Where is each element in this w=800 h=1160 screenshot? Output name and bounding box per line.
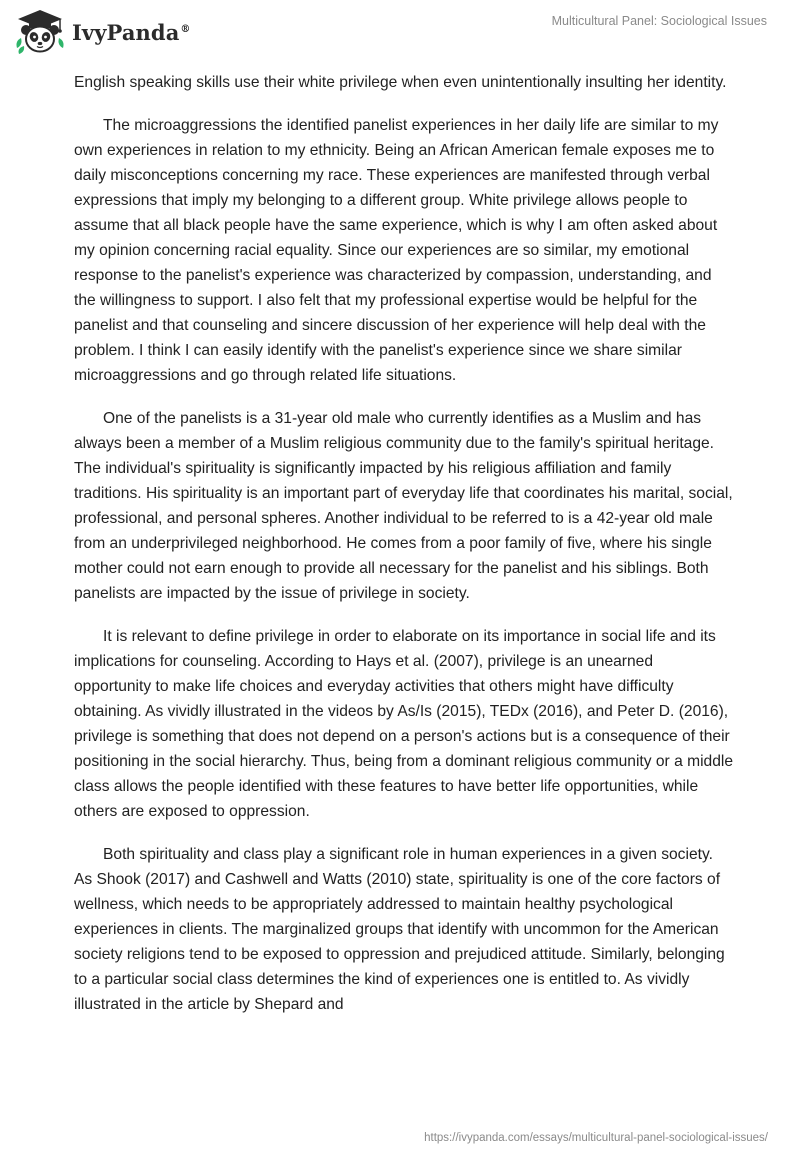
paragraph: One of the panelists is a 31-year old male who currently identifies as a Muslim and has always been a member of a Muslim religious community due to the family's spiritual heritage. The individual's spirituality is significantly impacted by his religious affiliation and family traditions. His spirituality is an important part of everyday life that coordinates his marital, social, professional, and personal spheres. Another individual to be referred to is a 42-year old male from an underprivileged neighborhood. He comes from a poor family of five, where his single mother could not earn enough to provide all necessary for the panelist and his siblings. Both panelists are impacted by the issue of privilege in society. [74, 410, 733, 602]
ivypanda-logo[interactable] [14, 8, 191, 56]
registered-mark: ® [180, 23, 191, 35]
page-header [0, 0, 800, 64]
paragraph: The microaggressions the identified panelist experiences in her daily life are similar to my own experiences in relation to my ethnicity. Being an African American female exposes me to daily misconceptions concerning my race. These experiences are manifested through verbal expressions that imply my belonging to a different group. White privilege allows people to assume that all black people have the same experience, which is why I am often asked about my opinion concerning racial equality. Since our experiences are so similar, my emotional response to the panelist's experience was characterized by compassion, understanding, and the willingness to support. I also felt that my professional expertise would be helpful for the panelist and that counseling and sincere discussion of her experience will help deal with the problem. I think I can easily identify with the panelist's experience since we share similar microaggressions and go through related life situations. [74, 117, 719, 384]
brand-name-text: IvyPanda [72, 19, 180, 45]
paragraph-continued: English speaking skills use their white privilege when even unintentionally insulting her identity. [74, 74, 727, 91]
document-title: Multicultural Panel: Sociological Issues [551, 14, 767, 28]
paragraph: It is relevant to define privilege in order to elaborate on its importance in social life and its implications for counseling. According to Hays et al. (2007), privilege is an unearned opportunity to make life choices and everyday activities that others might have difficulty obtaining. As vividly illustrated in the videos by As/Is (2015), TEDx (2016), and Peter D. (2016), privilege is something that does not depend on a person's actions but is a consequence of their positioning in the social hierarchy. Thus, being from a dominant religious community or a middle class allows the people identified with these features to have better life opportunities, while others are exposed to oppression. [74, 628, 734, 820]
brand-name [72, 20, 191, 45]
panda-graduate-icon [14, 8, 66, 56]
essay-body [74, 70, 734, 1035]
paragraph: Both spirituality and class play a significant role in human experiences in a given society. As Shook (2017) and Cashwell and Watts (2010) state, spirituality is one of the core factors of wellness, which needs to be appropriately addressed to maintain healthy psychological experiences in clients. The marginalized groups that identify with uncommon for the American society religions tend to be exposed to oppression and prejudiced attitude. Similarly, belonging to a particular social class determines the kind of experiences one is entitled to. As vividly illustrated in the article by Shepard and [74, 846, 725, 1013]
footer-source-url[interactable]: https://ivypanda.com/essays/multicultural-panel-sociological-issues/ [424, 1132, 768, 1144]
